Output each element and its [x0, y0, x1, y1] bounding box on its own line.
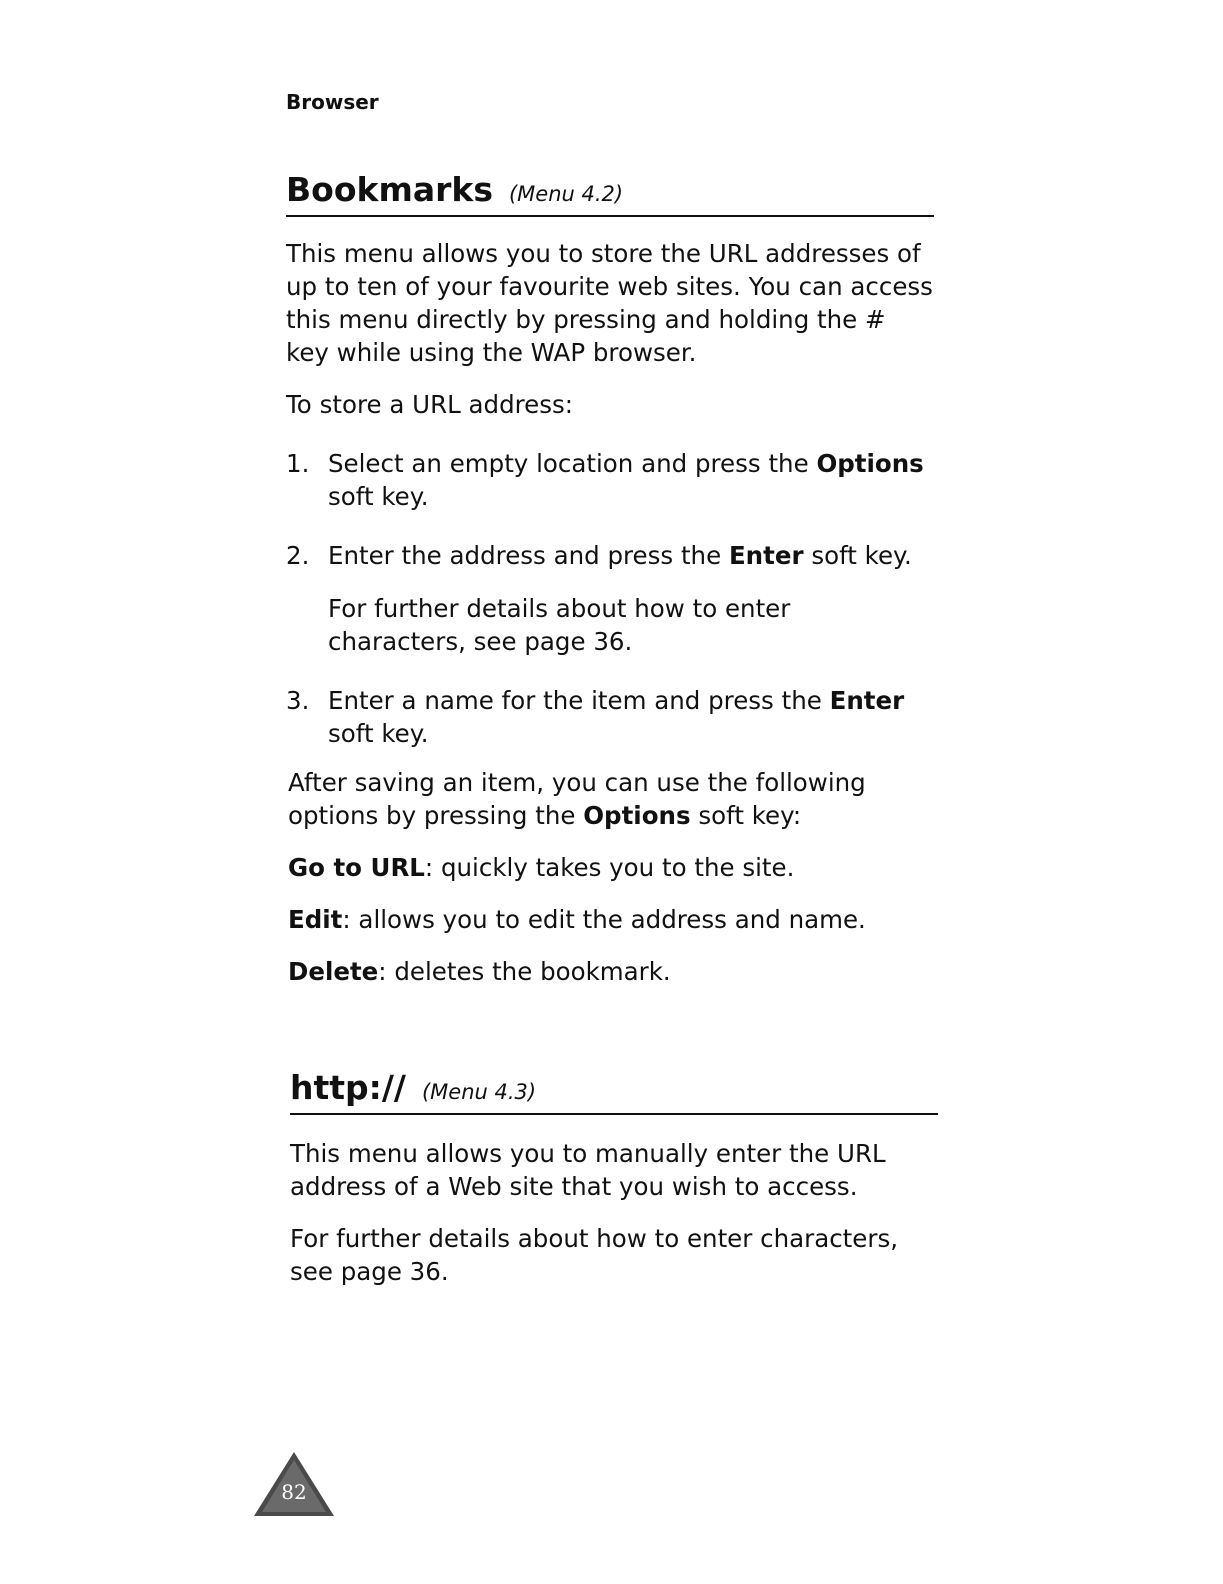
http-title: http://: [290, 1068, 406, 1107]
step-number: 1.: [286, 449, 310, 478]
list-item: [286, 539, 934, 658]
option-description: : allows you to edit the address and name.: [342, 905, 866, 934]
step-note: For further details about how to enter characters, see page 36.: [328, 594, 791, 656]
page-number: 82: [281, 1480, 307, 1504]
http-section: [290, 1068, 938, 1288]
bookmarks-menu-ref: (Menu 4.2): [508, 182, 624, 206]
http-menu-ref: (Menu 4.3): [421, 1080, 537, 1104]
option-go-to-url: [286, 851, 934, 884]
list-item: [286, 447, 934, 513]
option-label: Delete: [288, 957, 379, 986]
step-text-end: soft key.: [328, 719, 429, 748]
after-saving-text: [286, 766, 934, 832]
intro-text-1: This menu allows you to store the URL addresses of up to ten of your favourite web sites. You can access this menu directly by pressing and holding the: [286, 239, 933, 334]
option-label: Go to URL: [288, 853, 425, 882]
http-further-details: For further details about how to enter characters, see page 36.: [290, 1224, 898, 1286]
store-intro: To store a URL address:: [286, 390, 574, 419]
step-text: Enter a name for the item and press the: [328, 686, 830, 715]
http-intro: This menu allows you to manually enter the URL address of a Web site that you wish to access.: [290, 1139, 886, 1201]
step-text-end: soft key.: [803, 541, 912, 570]
running-head: Browser: [286, 90, 379, 114]
page-number-badge: [252, 1450, 336, 1518]
option-delete: [286, 955, 934, 988]
after-text-2: soft key:: [690, 801, 802, 830]
step-key-name: Enter: [728, 541, 804, 570]
after-key-name: Options: [583, 801, 691, 830]
bookmarks-intro: [286, 237, 934, 369]
step-text: Enter the address and press the: [328, 541, 729, 570]
hash-key-symbol: #: [865, 305, 886, 334]
list-item: [286, 684, 934, 750]
step-number: 2.: [286, 541, 310, 570]
option-label: Edit: [288, 905, 343, 934]
steps-list: [286, 447, 934, 750]
step-text: Select an empty location and press the: [328, 449, 817, 478]
step-text-end: soft key.: [328, 482, 429, 511]
step-key-name: Options: [816, 449, 924, 478]
option-edit: [286, 903, 934, 936]
step-key-name: Enter: [829, 686, 905, 715]
http-heading: [290, 1068, 938, 1115]
bookmarks-heading: [286, 170, 934, 217]
bookmarks-section: [286, 170, 934, 988]
option-description: : deletes the bookmark.: [378, 957, 671, 986]
step-number: 3.: [286, 686, 310, 715]
option-description: : quickly takes you to the site.: [424, 853, 795, 882]
intro-text-2: key while using the WAP browser.: [286, 338, 697, 367]
bookmarks-title: Bookmarks: [286, 170, 493, 209]
after-text-1: After saving an item, you can use the following options by pressing the: [288, 768, 866, 830]
